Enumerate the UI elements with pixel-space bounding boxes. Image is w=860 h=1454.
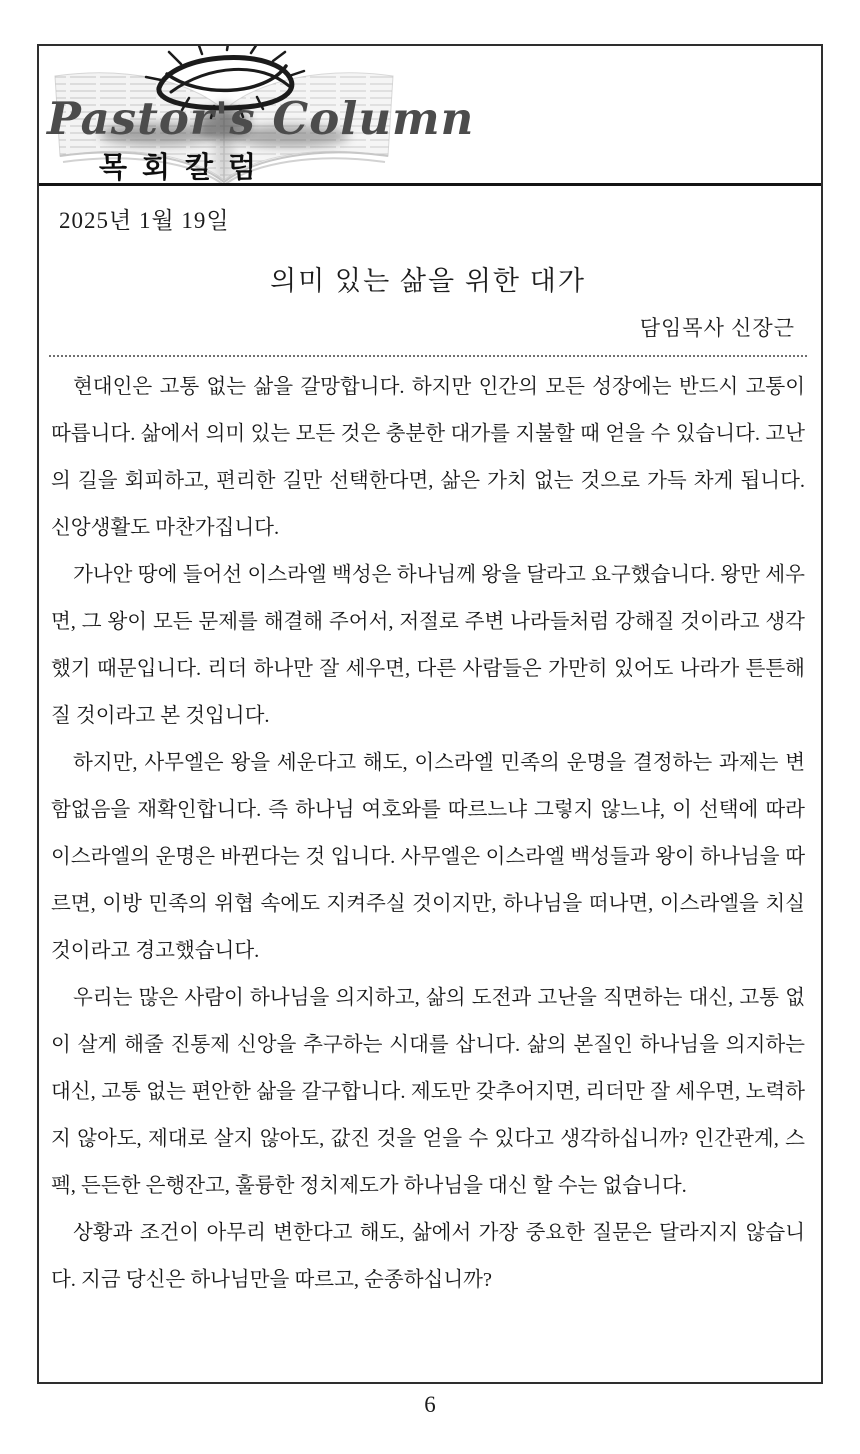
masthead-title-korean: 목회칼럼 [99, 152, 272, 184]
article-date: 2025년 1월 19일 [59, 208, 230, 233]
masthead [39, 46, 821, 186]
article-content [39, 186, 821, 1304]
page-number: 6 [424, 1392, 436, 1417]
article-paragraph: 현대인은 고통 없는 삶을 갈망합니다. 하지만 인간의 모든 성장에는 반드시 고통이 따릅니다. 삶에서 의미 있는 모든 것은 충분한 대가를 지불할 때 얻을 수 있습니다. 고난의 길을 회피하고, 편리한 길만 선택한다면, 삶은 가치 없는 것으로 가득 차게 됩니다. 신앙생활도 마찬가집니다. [51, 376, 805, 539]
article-body [51, 364, 805, 1304]
article-paragraph: 하지만, 사무엘은 왕을 세운다고 해도, 이스라엘 민족의 운명을 결정하는 과제는 변함없음을 재확인합니다. 즉 하나님 여호와를 따르느냐 그렇지 않느냐, 이 선택에 따라 이스라엘의 운명은 바뀐다는 것 입니다. 사무엘은 이스라엘 백성들과 왕이 하나님을 따르면, 이방 민족의 위협 속에도 지켜주실 것이지만, 하나님을 떠나면, 이스라엘을 치실 것이라고 경고했습니다. [51, 752, 805, 962]
article-paragraph: 가나안 땅에 들어선 이스라엘 백성은 하나님께 왕을 달라고 요구했습니다. 왕만 세우면, 그 왕이 모든 문제를 해결해 주어서, 저절로 주변 나라들처럼 강해질 것이라고 생각했기 때문입니다. 리더 하나만 잘 세우면, 다른 사람들은 가만히 있어도 나라가 튼튼해질 것이라고 본 것입니다. [51, 564, 805, 727]
article-author: 담임목사 신장근 [639, 316, 795, 340]
dotted-divider [49, 355, 807, 357]
article-paragraph: 우리는 많은 사람이 하나님을 의지하고, 삶의 도전과 고난을 직면하는 대신, 고통 없이 살게 해줄 진통제 신앙을 추구하는 시대를 삽니다. 삶의 본질인 하나님을 의지하는 대신, 고통 없는 편안한 삶을 갈구합니다. 제도만 갖추어지면, 리더만 잘 세우면, 노력하지 않아도, 제대로 살지 않아도, 값진 것을 얻을 수 있다고 생각하십니까? 인간관계, 스펙, 든든한 은행잔고, 훌륭한 정치제도가 하나님을 대신 할 수는 없습니다. [51, 987, 805, 1197]
article-title: 의미 있는 삶을 위한 대가 [270, 266, 586, 296]
masthead-title-english: Pastor's Column [47, 92, 475, 145]
page-border-frame [37, 44, 823, 1384]
article-paragraph: 상황과 조건이 아무리 변한다고 해도, 삶에서 가장 중요한 질문은 달라지지 않습니다. 지금 당신은 하나님만을 따르고, 순종하십니까? [51, 1222, 805, 1291]
